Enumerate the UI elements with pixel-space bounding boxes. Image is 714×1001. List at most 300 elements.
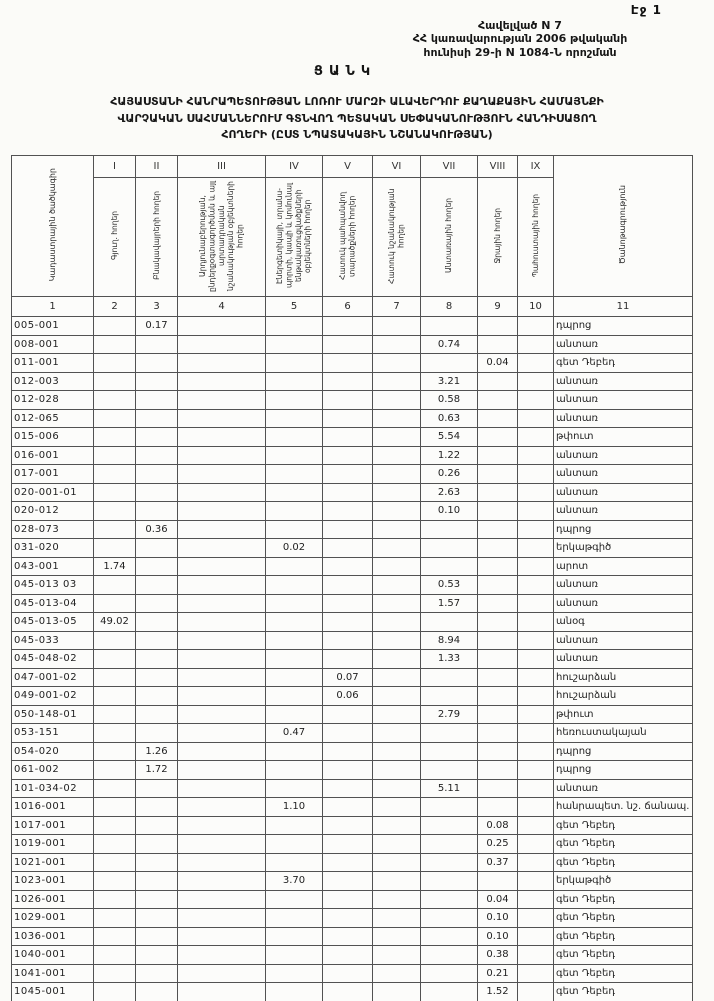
- area-value-cell: [94, 983, 136, 1001]
- cadastral-code-cell: 016-001: [12, 446, 94, 465]
- land-parcels-table: [11, 155, 693, 1001]
- area-value-cell: [178, 520, 266, 539]
- remark-cell: թփուտ: [554, 428, 693, 447]
- area-value-cell: [421, 983, 478, 1001]
- cadastral-code-cell: 1016-001: [12, 798, 94, 817]
- table-row: [12, 964, 693, 983]
- remark-cell: երկաթգիծ: [554, 872, 693, 891]
- cadastral-code-cell: 1026-001: [12, 890, 94, 909]
- area-value-cell: [518, 724, 554, 743]
- area-value-cell: [518, 557, 554, 576]
- area-value-cell: [94, 650, 136, 669]
- area-value-cell: [421, 687, 478, 706]
- table-row: [12, 835, 693, 854]
- area-value-cell: [478, 613, 518, 632]
- table-row: [12, 317, 693, 336]
- area-value-cell: [323, 964, 373, 983]
- area-value-cell: [518, 890, 554, 909]
- area-value-cell: [178, 594, 266, 613]
- cadastral-code-cell: 054-020: [12, 742, 94, 761]
- table-row: [12, 798, 693, 817]
- table-row: [12, 594, 693, 613]
- area-value-cell: [136, 391, 178, 410]
- area-value-cell: [323, 335, 373, 354]
- header-remark: [554, 156, 693, 297]
- area-value-cell: [478, 650, 518, 669]
- area-value-cell: [266, 317, 323, 336]
- cadastral-code-cell: 1017-001: [12, 816, 94, 835]
- remark-cell: գետ Դեբեդ: [554, 890, 693, 909]
- cadastral-code-cell: 020-001-01: [12, 483, 94, 502]
- area-value-cell: 1.22: [421, 446, 478, 465]
- area-value-cell: [94, 465, 136, 484]
- area-value-cell: [373, 576, 421, 595]
- area-value-cell: [518, 372, 554, 391]
- area-value-cell: [94, 853, 136, 872]
- area-value-cell: [178, 483, 266, 502]
- area-value-cell: [518, 483, 554, 502]
- area-value-cell: 0.47: [266, 724, 323, 743]
- area-value-cell: 0.26: [421, 465, 478, 484]
- header-cadastral-code-label: Կադաստրային ծածկագիր: [47, 167, 57, 282]
- remark-cell: անտառ: [554, 335, 693, 354]
- area-value-cell: [421, 835, 478, 854]
- area-value-cell: [266, 890, 323, 909]
- area-value-cell: [94, 779, 136, 798]
- area-value-cell: [323, 650, 373, 669]
- area-value-cell: [266, 650, 323, 669]
- area-value-cell: [136, 539, 178, 558]
- area-value-cell: 0.36: [136, 520, 178, 539]
- area-value-cell: [518, 520, 554, 539]
- remark-cell: անտառ: [554, 465, 693, 484]
- area-value-cell: [518, 446, 554, 465]
- cadastral-code-cell: 047-001-02: [12, 668, 94, 687]
- area-value-cell: [478, 798, 518, 817]
- area-value-cell: [94, 687, 136, 706]
- area-value-cell: [266, 853, 323, 872]
- area-value-cell: [373, 502, 421, 521]
- area-value-cell: [373, 668, 421, 687]
- remark-cell: գետ Դեբեդ: [554, 853, 693, 872]
- area-value-cell: [178, 724, 266, 743]
- remark-cell: գետ Դեբեդ: [554, 816, 693, 835]
- remark-cell: անտառ: [554, 576, 693, 595]
- area-value-cell: [178, 927, 266, 946]
- area-value-cell: [94, 890, 136, 909]
- area-value-cell: [518, 983, 554, 1001]
- area-value-cell: [178, 428, 266, 447]
- area-value-cell: 0.58: [421, 391, 478, 410]
- area-value-cell: [421, 909, 478, 928]
- list-heading: ՑԱՆԿ: [313, 64, 377, 79]
- area-value-cell: [94, 520, 136, 539]
- area-value-cell: [94, 391, 136, 410]
- table-body: [12, 317, 693, 1001]
- area-value-cell: [373, 705, 421, 724]
- remark-cell: երկաթգիծ: [554, 539, 693, 558]
- area-value-cell: [323, 724, 373, 743]
- area-value-cell: [478, 742, 518, 761]
- area-value-cell: [478, 502, 518, 521]
- appendix-reference: [350, 19, 690, 59]
- area-value-cell: [94, 872, 136, 891]
- remark-cell: անտառ: [554, 391, 693, 410]
- area-value-cell: [421, 539, 478, 558]
- area-value-cell: 0.38: [478, 946, 518, 965]
- area-value-cell: [373, 909, 421, 928]
- area-value-cell: [421, 798, 478, 817]
- cadastral-code-cell: 012-065: [12, 409, 94, 428]
- area-value-cell: 1.10: [266, 798, 323, 817]
- header-forest: Անտառային հողեր: [421, 178, 478, 297]
- cadastral-code-cell: 1021-001: [12, 853, 94, 872]
- area-value-cell: [136, 428, 178, 447]
- area-value-cell: [518, 964, 554, 983]
- area-value-cell: 2.79: [421, 705, 478, 724]
- table-row: [12, 816, 693, 835]
- cadastral-code-cell: 031-020: [12, 539, 94, 558]
- area-value-cell: [94, 576, 136, 595]
- cadastral-code-cell: 1036-001: [12, 927, 94, 946]
- cadastral-code-cell: 011-001: [12, 354, 94, 373]
- area-value-cell: [94, 317, 136, 336]
- area-value-cell: [373, 816, 421, 835]
- area-value-cell: 1.74: [94, 557, 136, 576]
- cadastral-code-cell: 1029-001: [12, 909, 94, 928]
- area-value-cell: [94, 798, 136, 817]
- area-value-cell: [136, 465, 178, 484]
- area-value-cell: [178, 761, 266, 780]
- table-row: [12, 372, 693, 391]
- remark-cell: դպրոց: [554, 742, 693, 761]
- area-value-cell: [178, 816, 266, 835]
- area-value-cell: [178, 631, 266, 650]
- remark-cell: անտառ: [554, 779, 693, 798]
- area-value-cell: [421, 742, 478, 761]
- numeral-cell: VII: [421, 156, 478, 178]
- numeral-cell: VI: [373, 156, 421, 178]
- table-row: [12, 335, 693, 354]
- area-value-cell: [518, 465, 554, 484]
- area-value-cell: [136, 687, 178, 706]
- area-value-cell: [94, 502, 136, 521]
- area-value-cell: [373, 983, 421, 1001]
- area-value-cell: [518, 927, 554, 946]
- table-row: [12, 428, 693, 447]
- area-value-cell: [136, 927, 178, 946]
- area-value-cell: [178, 409, 266, 428]
- area-value-cell: [178, 465, 266, 484]
- area-value-cell: [178, 576, 266, 595]
- area-value-cell: [323, 539, 373, 558]
- cadastral-code-cell: 045-033: [12, 631, 94, 650]
- area-value-cell: [518, 687, 554, 706]
- area-value-cell: [94, 761, 136, 780]
- table-row: [12, 872, 693, 891]
- area-value-cell: [94, 631, 136, 650]
- remark-cell: հանրապետ. նշ. ճանապ.: [554, 798, 693, 817]
- area-value-cell: [178, 557, 266, 576]
- area-value-cell: [373, 446, 421, 465]
- area-value-cell: [323, 428, 373, 447]
- area-value-cell: [136, 335, 178, 354]
- area-value-cell: [373, 483, 421, 502]
- area-value-cell: 0.25: [478, 835, 518, 854]
- area-value-cell: [478, 428, 518, 447]
- area-value-cell: [421, 890, 478, 909]
- remark-cell: անտառ: [554, 502, 693, 521]
- header-protected-areas: Հատուկ պահպանվող տարածքների հողեր: [323, 178, 373, 297]
- area-value-cell: [421, 557, 478, 576]
- remark-cell: հեռուստակայան: [554, 724, 693, 743]
- area-value-cell: [518, 835, 554, 854]
- column-number-cell: 4: [178, 297, 266, 317]
- area-value-cell: 0.10: [421, 502, 478, 521]
- area-value-cell: [94, 705, 136, 724]
- area-value-cell: [373, 409, 421, 428]
- area-value-cell: [323, 372, 373, 391]
- remark-cell: անտառ: [554, 594, 693, 613]
- remark-cell: թփուտ: [554, 705, 693, 724]
- area-value-cell: [136, 779, 178, 798]
- area-value-cell: [478, 705, 518, 724]
- column-number-cell: 1: [12, 297, 94, 317]
- area-value-cell: [421, 317, 478, 336]
- table-row: [12, 557, 693, 576]
- area-value-cell: [136, 705, 178, 724]
- area-value-cell: [518, 853, 554, 872]
- remark-cell: անտառ: [554, 409, 693, 428]
- page-number: Էջ 1: [630, 3, 662, 17]
- area-value-cell: [178, 372, 266, 391]
- area-value-cell: [94, 816, 136, 835]
- area-value-cell: [94, 835, 136, 854]
- header-infrastructure: Էներգետիկայի, տրանս- պորտի, կապի և կոմունալ ենթակառուցվածքների օբյեկտների հողեր: [266, 178, 323, 297]
- area-value-cell: [178, 798, 266, 817]
- area-value-cell: [136, 872, 178, 891]
- area-value-cell: [266, 557, 323, 576]
- area-value-cell: [136, 372, 178, 391]
- area-value-cell: 3.21: [421, 372, 478, 391]
- area-value-cell: [266, 335, 323, 354]
- area-value-cell: [373, 835, 421, 854]
- remark-cell: գետ Դեբեդ: [554, 909, 693, 928]
- area-value-cell: [266, 576, 323, 595]
- area-value-cell: 1.33: [421, 650, 478, 669]
- area-value-cell: 0.04: [478, 890, 518, 909]
- remark-cell: գետ Դեբեդ: [554, 946, 693, 965]
- area-value-cell: [373, 946, 421, 965]
- cadastral-code-cell: 020-012: [12, 502, 94, 521]
- area-value-cell: [94, 428, 136, 447]
- area-value-cell: [518, 761, 554, 780]
- table-row: [12, 650, 693, 669]
- area-value-cell: 0.10: [478, 909, 518, 928]
- remark-cell: դպրոց: [554, 520, 693, 539]
- area-value-cell: [266, 354, 323, 373]
- area-value-cell: [178, 317, 266, 336]
- column-number-cell: 3: [136, 297, 178, 317]
- cadastral-code-cell: 045-013 03: [12, 576, 94, 595]
- area-value-cell: [94, 483, 136, 502]
- area-value-cell: [178, 946, 266, 965]
- area-value-cell: [136, 354, 178, 373]
- area-value-cell: [178, 835, 266, 854]
- cadastral-code-cell: 061-002: [12, 761, 94, 780]
- cadastral-code-cell: 1045-001: [12, 983, 94, 1001]
- area-value-cell: [478, 576, 518, 595]
- numeral-cell: II: [136, 156, 178, 178]
- area-value-cell: [178, 354, 266, 373]
- area-value-cell: [323, 779, 373, 798]
- area-value-cell: [518, 354, 554, 373]
- area-value-cell: [266, 391, 323, 410]
- column-number-cell: 6: [323, 297, 373, 317]
- column-number-cell: 9: [478, 297, 518, 317]
- table-row: [12, 409, 693, 428]
- area-value-cell: [323, 354, 373, 373]
- area-value-cell: [478, 391, 518, 410]
- area-value-cell: 1.26: [136, 742, 178, 761]
- remark-cell: դպրոց: [554, 317, 693, 336]
- table-row: [12, 983, 693, 1001]
- area-value-cell: 49.02: [94, 613, 136, 632]
- area-value-cell: [478, 779, 518, 798]
- header-industrial: Արդյունաբերության, ընդերքօգտագործման և այլ արտադրական նշանակության օբյեկտների հողեր: [178, 178, 266, 297]
- table-row: [12, 613, 693, 632]
- area-value-cell: [94, 964, 136, 983]
- column-number-cell: 11: [554, 297, 693, 317]
- cadastral-code-cell: 008-001: [12, 335, 94, 354]
- area-value-cell: 0.10: [478, 927, 518, 946]
- area-value-cell: [266, 964, 323, 983]
- area-value-cell: [323, 594, 373, 613]
- area-value-cell: [266, 927, 323, 946]
- area-value-cell: [178, 687, 266, 706]
- area-value-cell: [266, 779, 323, 798]
- area-value-cell: [266, 502, 323, 521]
- area-value-cell: [373, 354, 421, 373]
- area-value-cell: [136, 631, 178, 650]
- area-value-cell: [323, 816, 373, 835]
- area-value-cell: [518, 779, 554, 798]
- area-value-cell: [373, 927, 421, 946]
- area-value-cell: [478, 724, 518, 743]
- area-value-cell: [266, 594, 323, 613]
- cadastral-code-cell: 028-073: [12, 520, 94, 539]
- area-value-cell: 0.37: [478, 853, 518, 872]
- area-value-cell: [518, 946, 554, 965]
- area-value-cell: [266, 687, 323, 706]
- area-value-cell: [373, 372, 421, 391]
- area-value-cell: [323, 391, 373, 410]
- cadastral-code-cell: 1040-001: [12, 946, 94, 965]
- area-value-cell: 0.07: [323, 668, 373, 687]
- cadastral-code-cell: 015-006: [12, 428, 94, 447]
- area-value-cell: 8.94: [421, 631, 478, 650]
- document-title-line: ՀՈՂԵՐԻ (ԸՍՏ ՆՊԱՏԱԿԱՅԻՆ ՆՇԱՆԱԿՈՒԹՅԱՆ): [221, 128, 493, 141]
- cadastral-code-cell: 050-148-01: [12, 705, 94, 724]
- area-value-cell: 5.54: [421, 428, 478, 447]
- cadastral-code-cell: 045-048-02: [12, 650, 94, 669]
- appendix-line: ՀՀ կառավարության 2006 թվականի: [412, 32, 628, 46]
- area-value-cell: [323, 409, 373, 428]
- appendix-line: Հավելված N 7: [478, 19, 562, 32]
- cadastral-code-cell: 049-001-02: [12, 687, 94, 706]
- area-value-cell: [323, 613, 373, 632]
- area-value-cell: [518, 409, 554, 428]
- area-value-cell: [178, 668, 266, 687]
- area-value-cell: [478, 761, 518, 780]
- area-value-cell: [373, 798, 421, 817]
- area-value-cell: [323, 853, 373, 872]
- area-value-cell: [136, 557, 178, 576]
- area-value-cell: [323, 761, 373, 780]
- area-value-cell: [323, 483, 373, 502]
- area-value-cell: [323, 446, 373, 465]
- area-value-cell: [136, 890, 178, 909]
- area-value-cell: [478, 465, 518, 484]
- table-row: [12, 779, 693, 798]
- area-value-cell: [94, 335, 136, 354]
- area-value-cell: [478, 317, 518, 336]
- area-value-cell: [373, 742, 421, 761]
- area-value-cell: [478, 557, 518, 576]
- area-value-cell: [178, 335, 266, 354]
- area-value-cell: [136, 909, 178, 928]
- area-value-cell: [373, 964, 421, 983]
- area-value-cell: [373, 594, 421, 613]
- cadastral-code-cell: 012-003: [12, 372, 94, 391]
- area-value-cell: [323, 909, 373, 928]
- numeral-cell: III: [178, 156, 266, 178]
- numeral-cell: VIII: [478, 156, 518, 178]
- area-value-cell: [373, 687, 421, 706]
- remark-cell: անտառ: [554, 446, 693, 465]
- area-value-cell: [136, 835, 178, 854]
- remark-cell: գետ Դեբեդ: [554, 927, 693, 946]
- column-number-cell: 2: [94, 297, 136, 317]
- cadastral-code-cell: 043-001: [12, 557, 94, 576]
- area-value-cell: 1.52: [478, 983, 518, 1001]
- area-value-cell: [518, 872, 554, 891]
- table-row: [12, 668, 693, 687]
- area-value-cell: [178, 502, 266, 521]
- area-value-cell: [421, 816, 478, 835]
- area-value-cell: [478, 872, 518, 891]
- area-value-cell: [373, 724, 421, 743]
- area-value-cell: [421, 927, 478, 946]
- area-value-cell: [94, 668, 136, 687]
- table-row: [12, 946, 693, 965]
- area-value-cell: [373, 761, 421, 780]
- numeral-header-row: [12, 156, 693, 178]
- area-value-cell: 0.02: [266, 539, 323, 558]
- numeral-cell: I: [94, 156, 136, 178]
- cadastral-code-cell: 1019-001: [12, 835, 94, 854]
- area-value-cell: [323, 557, 373, 576]
- area-value-cell: [178, 742, 266, 761]
- area-value-cell: [178, 539, 266, 558]
- area-value-cell: [266, 409, 323, 428]
- document-title-line: ՀԱՅԱՍՏԱՆԻ ՀԱՆՐԱՊԵՏՈՒԹՅԱՆ ԼՈՌՈՒ ՄԱՐԶԻ ԱԼԱՎԵՐԴՈՒ ՔԱՂԱՔԱՅԻՆ ՀԱՄԱՅՆՔԻ: [110, 95, 604, 108]
- area-value-cell: [136, 409, 178, 428]
- remark-cell: գետ Դեբեդ: [554, 983, 693, 1001]
- area-value-cell: [266, 705, 323, 724]
- area-value-cell: [518, 317, 554, 336]
- remark-cell: արոտ: [554, 557, 693, 576]
